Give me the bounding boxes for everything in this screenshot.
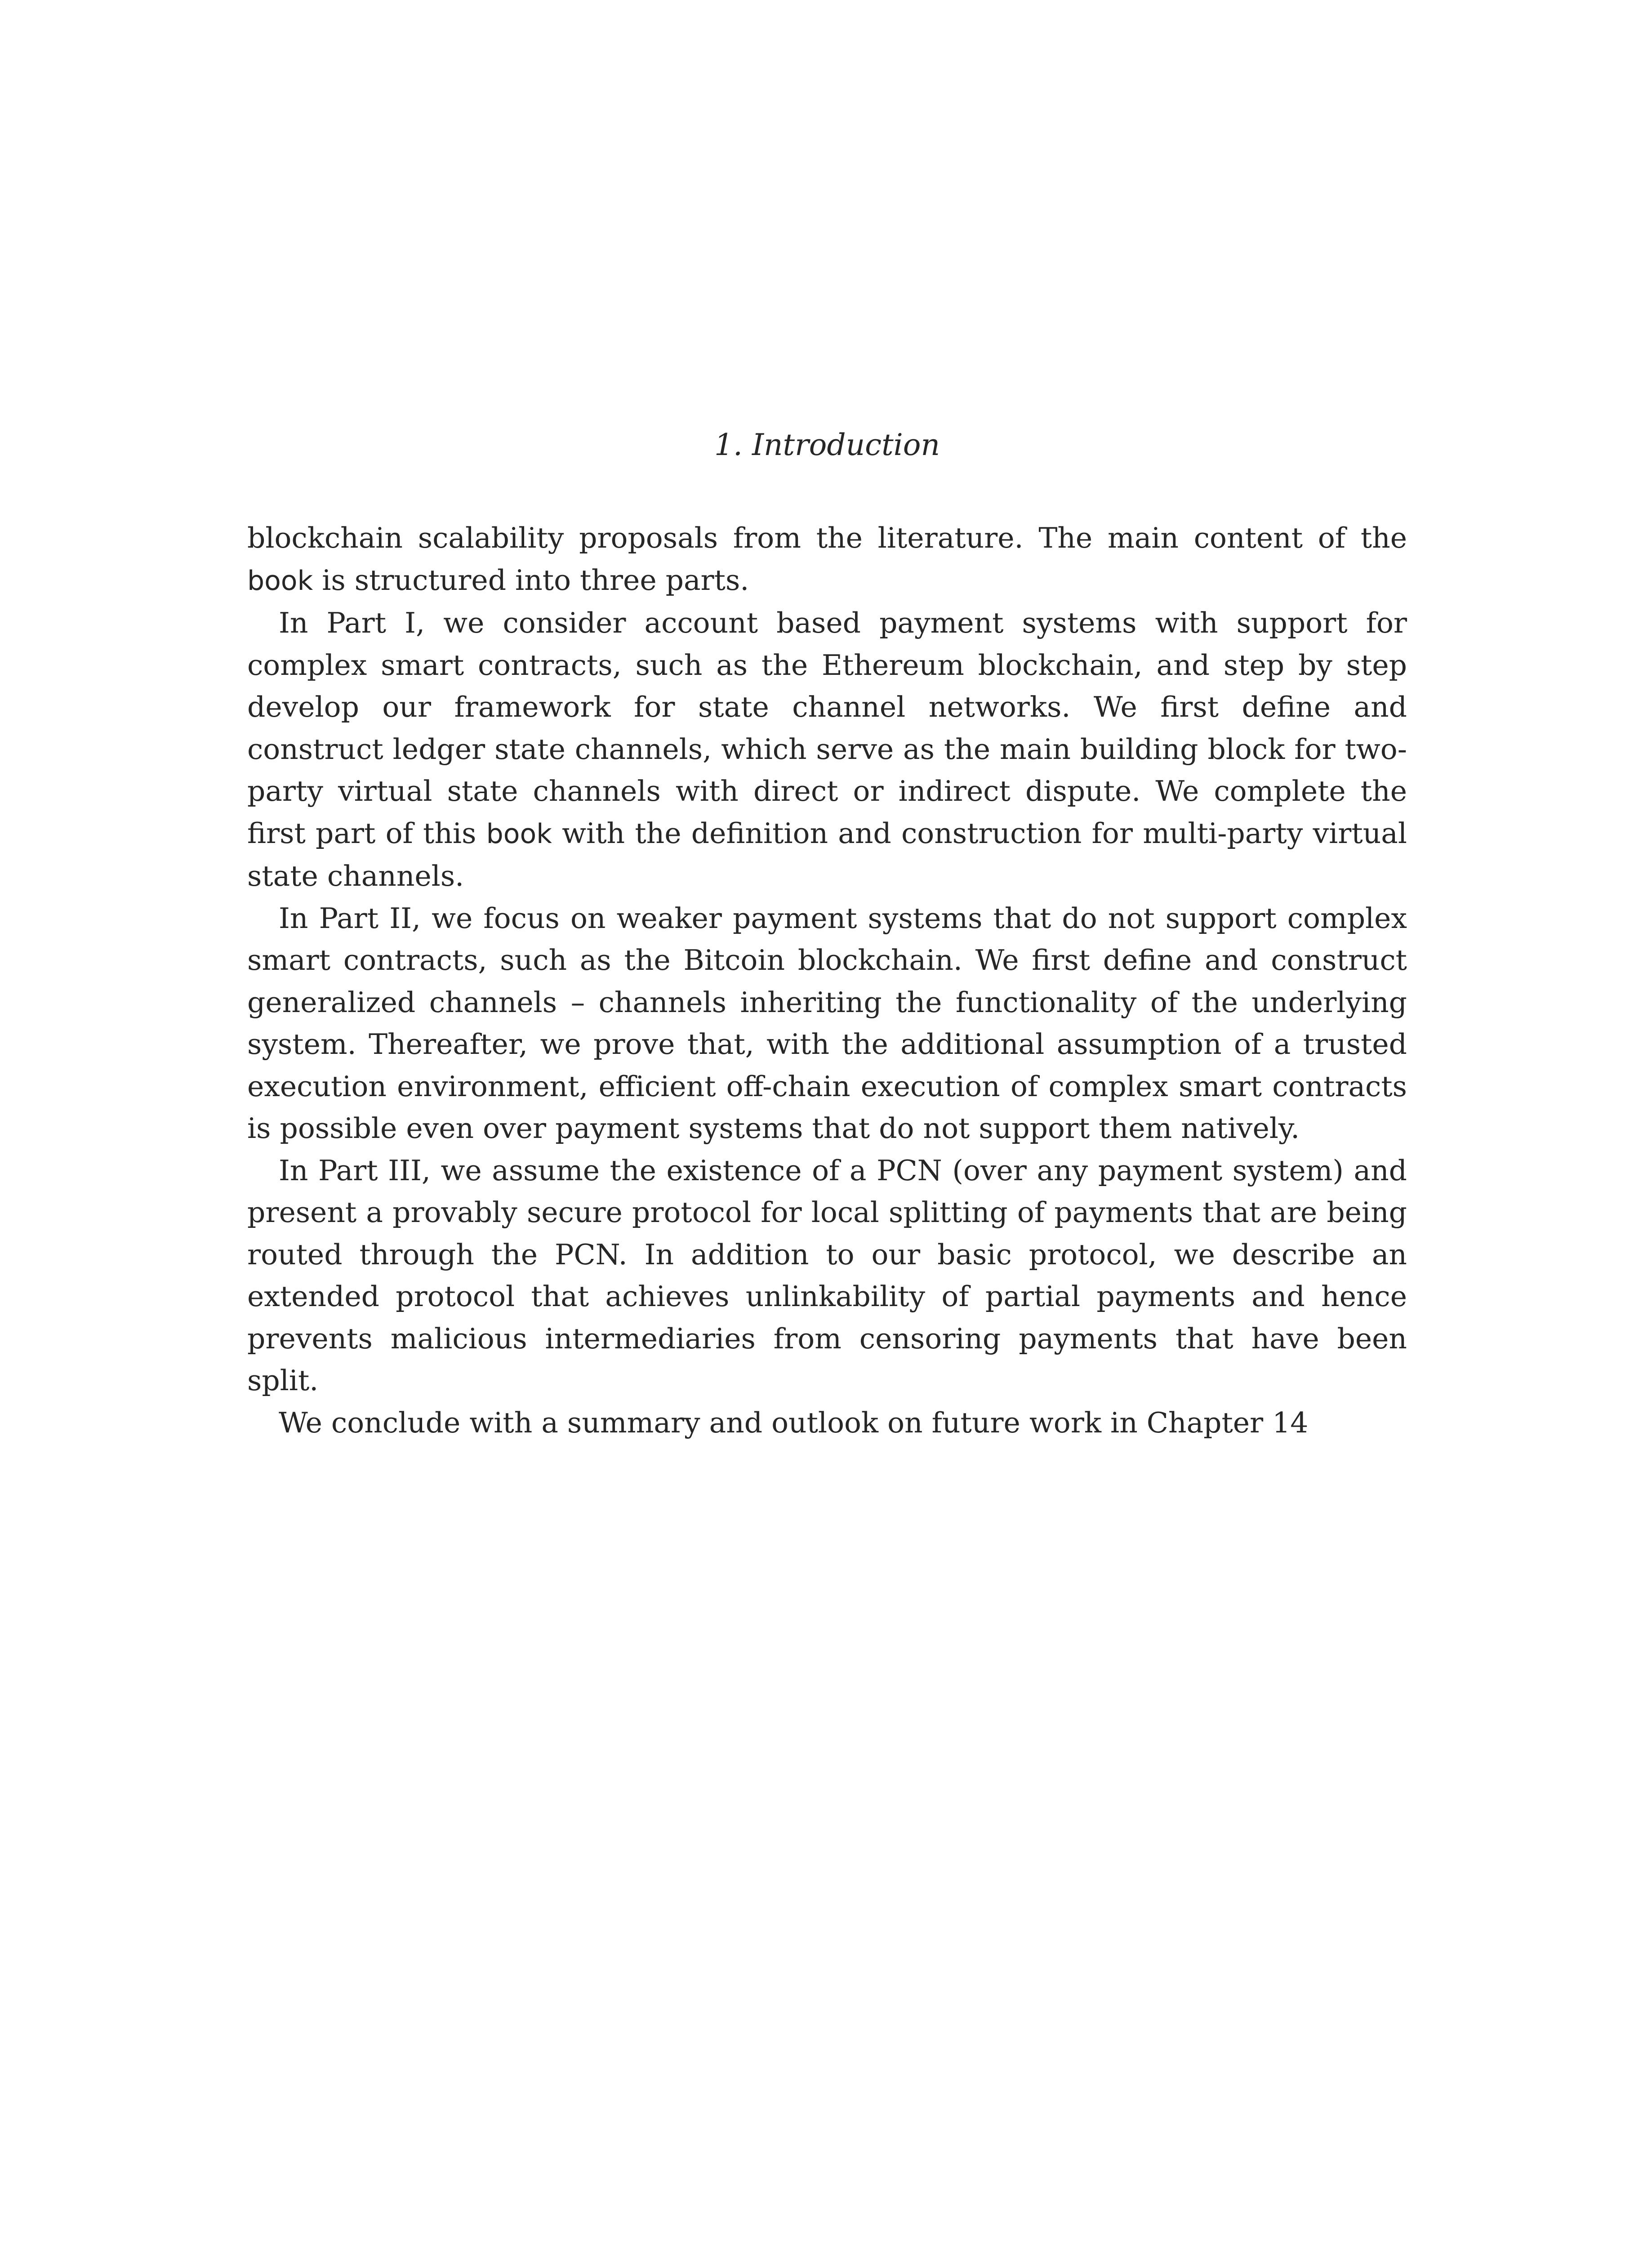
sans-word-book: book [486, 818, 552, 850]
running-head: 1. Introduction [714, 428, 940, 462]
body-text [247, 517, 1407, 1444]
paragraph-part-one [247, 602, 1407, 897]
paragraph-conclusion: We conclude with a summary and outlook on future work in Chapter 14 [279, 1406, 1309, 1439]
sans-word-book: book [247, 565, 313, 597]
paragraph-text: In Part I, we consider account based payment systems with support for complex smart contracts, such as the Ethereum blockchain, and step by step develop our framework for state channel networks. We first define and construct ledger state channels, which serve as the main building block for two-party virtual state channels with direct or indirect dispute. We complete the first part of this [247, 607, 1407, 850]
paragraph-part-two: In Part II, we focus on weaker payment systems that do not support complex smart contracts, such as the Bitcoin blockchain. We first define and construct generalized channels – channels inheriting the functionality of the underlying system. Thereafter, we prove that, with the additional assumption of a trusted execution environment, efficient off-chain execution of complex smart contracts is possible even over payment systems that do not support them natively. [247, 901, 1407, 1145]
paragraph-text: with the definition and construction for multi-party virtual state channels. [247, 816, 1407, 892]
paragraph-part-three: In Part III, we assume the existence of a PCN (over any payment system) and present a provably secure protocol for local splitting of payments that are being routed through the PCN. In addition to our basic protocol, we describe an extended protocol that achieves unlinkability of partial payments and hence prevents malicious intermediaries from censoring payments that have been split. [247, 1154, 1407, 1397]
paragraph-text: is structured into three parts. [313, 563, 749, 597]
paragraph-text: blockchain scalability proposals from the literature. The main content of the [247, 522, 1407, 554]
paragraph-continuation [247, 517, 1407, 602]
